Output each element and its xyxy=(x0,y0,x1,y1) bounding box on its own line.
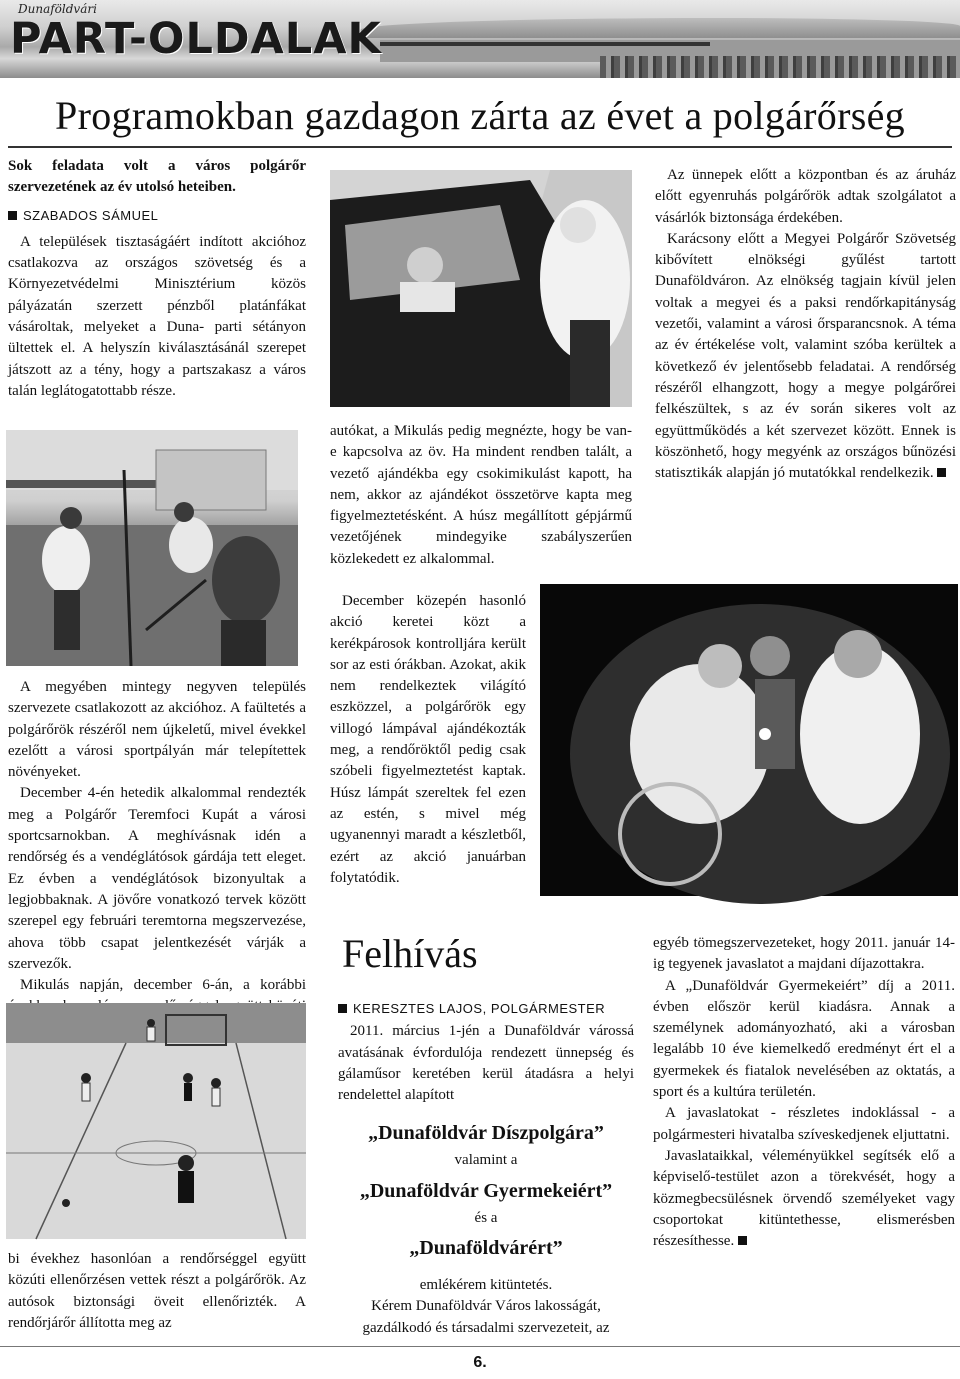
article-lead: Sok feladata volt a város polgárőr szervezetének az év utolsó heteiben. xyxy=(8,158,306,196)
masthead-town xyxy=(600,56,960,78)
footer-rule xyxy=(0,1346,960,1347)
article-col3 xyxy=(655,165,956,484)
article-paragraph: Mikulás napján, december 6-án, a korábbi xyxy=(20,977,306,994)
byline-text: KERESZTES LAJOS, POLGÁRMESTER xyxy=(353,1001,606,1016)
page-number: 6. xyxy=(473,1354,487,1371)
article-col1-top xyxy=(8,156,306,402)
article-paragraph: A települések tisztaságáért indított akcióhoz csatlakozva az országos szövetség és a Környezetvédelmi Minisztérium közös pályázatán szerzett pénzből platánfákat vásároltak, melyeket a Duna- parti sétányon ültettek el. A helyszín kiválasztásánál szerepet játszott az a tény, hogy a partszakasz a város talán leglátogatottabb része. xyxy=(8,233,306,399)
indoor-football-photo xyxy=(6,1003,306,1239)
felhivas-paragraph: A javaslatokat - részletes indoklással - a polgármesteri hivatalba szíveskedjenek eljuttatni. xyxy=(653,1105,955,1143)
felhivas-paragraph-text: Javaslataikkal, véleményükkel segítsék elő a képviselő-testület azon a törekvését, hogy a közmegbecsülésnek örvendő személyeket vagy csoportokat kitüntethesse, elismerésben részesíthesse. xyxy=(653,1147,955,1250)
felhivas-byline xyxy=(338,998,634,1019)
award-joiner: és a xyxy=(474,1209,498,1226)
article-paragraph xyxy=(655,229,956,485)
felhivas-paragraph: Kérem Dunaföldvár Város lakosságát, gazdálkodó és társadalmi szervezeteit, az xyxy=(362,1298,610,1336)
traffic-check-santa-photo xyxy=(330,170,632,407)
award-joiner: valamint a xyxy=(454,1152,518,1169)
article-paragraph-continued: bi évekhez hasonlóan a rendőrséggel együtt közúti ellenőrzésen vettek részt a polgárőrök. Az autósok biztonsági öveit ellenőrizték. A rendőrjárőr állította meg az xyxy=(8,1251,306,1331)
award-dunafoldvarert: „Dunaföldvárért” xyxy=(409,1237,563,1260)
award-closing: emlékérem kitüntetés. xyxy=(419,1277,553,1294)
end-square-icon xyxy=(738,1236,747,1245)
headline-rule xyxy=(8,146,952,148)
masthead-banner xyxy=(0,0,960,78)
article-byline xyxy=(8,205,306,226)
masthead-subtitle: Dunaföldvári xyxy=(18,2,97,16)
byline-text: SZABADOS SÁMUEL xyxy=(23,207,159,223)
article-paragraph-text: Karácsony előtt a Megyei Polgárőr Szövetség kibővített elnökségi gyűlést tartott Dunaföldváron. Az elnökség tagjain kívül jelen voltak a megyei és a paksi rendőrkapitányság vezetői, valamint a városi őrsparancsnok. A téma az év értékelése volt, valamint szóba kerültek a következő év jelentősebb feladatai. A rendőrség részéről elhangzott, hogy a megye polgárőrei felkészültek, s az év során sikeres volt az együttműködés a két szervezet között. Ennek is köszönhető, hogy megyénk az országos bűnözési statisztikák alapján jó mutatókkal rendelkezik. xyxy=(655,230,956,482)
article-col1-bottom xyxy=(8,1249,306,1334)
night-bicycle-check-photo xyxy=(540,584,958,896)
square-bullet-icon xyxy=(8,211,17,220)
masthead-bridge xyxy=(380,42,710,46)
article-paragraph: A megyében mintegy negyven település szervezete csatlakozott az akcióhoz. A faültetés a polgárőrök részéről nem újkeletű, mivel évekkel ezelőtt a városi sportpályán már telepítettek növényeket. xyxy=(8,679,306,781)
felhivas-paragraph: 2011. március 1-jén a Dunaföldvár várossá avatásának évfordulója rendezett ünnepség és gálaműsor keretében kerül átadásra a helyi rendelettel alapított xyxy=(338,1023,634,1104)
felhivas-paragraph: A „Dunaföldvár Gyermekeiért” díj a 2011. évben először kerül kiadásra. Annak a személynek adományozható, aki a városban legalább 10 éve kiemelkedő eredményt ért el a gyermekek és fiatalok nevelésében az oktatás, a sport és a kultúra területén. xyxy=(653,977,955,1101)
article-paragraph: Az ünnepek előtt a központban és az áruház előtt egyenruhás polgárőrök adtak szolgálatot a vásárlók biztonsága érdekében. xyxy=(655,167,956,226)
article-paragraph: December 4-én hetedik alkalommal rendezték meg a Polgárőr Teremfoci Kupát a városi sportcsarnokban. A meghívásnak idén a rendőrség és a vendéglátósok gárdája tett eleget. Ez évben a vendéglátósok bizonyultak a legjobbaknak. A jövőre vonatkozó tervek között szerepel egy februári teremtorna megszervezése, ahova több csapat jelentkezését várják a szervezők. xyxy=(8,785,306,972)
headline: Programokban gazdagon zárta az évet a polgárőrség xyxy=(55,93,905,138)
article-paragraph: autókat, a Mikulás pedig megnézte, hogy be van- e kapcsolva az öv. Ha mindent rendben talált, a vezető ajándékba egy csokimikulást kapott, ha nem, akkor az ajándékot összetörve kapta meg figyelmeztetésként. A húsz megállított gépjármű vezetőjének mindegyike szabályszerűen közlekedett ez alkalommal. xyxy=(330,423,632,567)
felhivas-paragraph: egyéb tömegszervezeteket, hogy 2011. január 14-ig tegyenek javaslatot a majdani díjazottakra. xyxy=(653,935,955,973)
tree-planting-photo xyxy=(6,430,298,666)
felhivas-col1 xyxy=(338,998,634,1339)
article-col2-narrow xyxy=(330,591,526,889)
felhivas-paragraph xyxy=(653,1146,955,1252)
article-col2-top xyxy=(330,421,632,570)
award-diszpolgar: „Dunaföldvár Díszpolgára” xyxy=(368,1122,604,1145)
article-col1-mid xyxy=(8,677,306,996)
award-gyermekeiert: „Dunaföldvár Gyermekeiért” xyxy=(359,1179,613,1202)
square-bullet-icon xyxy=(338,1004,347,1013)
masthead-hills xyxy=(360,18,960,38)
felhivas-col2 xyxy=(653,933,955,1252)
end-square-icon xyxy=(937,468,946,477)
article-paragraph: December közepén hasonló akció keretei közt a kerékpárosok kontrolljára került sor az esti órákban. Azokat, akik nem rendelkeztek világító eszközzel, a polgárőrök egy villogó lámpával ajándékozták meg, a rendőröktől pedig csak szóbeli figyelmeztetést kaptak. Húsz lámpát szereltek fel ezen az estén, s mivel még ugyanennyi maradt a készletből, ezért az akció januárban folytatódik. xyxy=(330,593,526,886)
felhivas-title: Felhívás xyxy=(342,931,478,976)
masthead-title: PART-OLDALAK xyxy=(10,14,382,64)
